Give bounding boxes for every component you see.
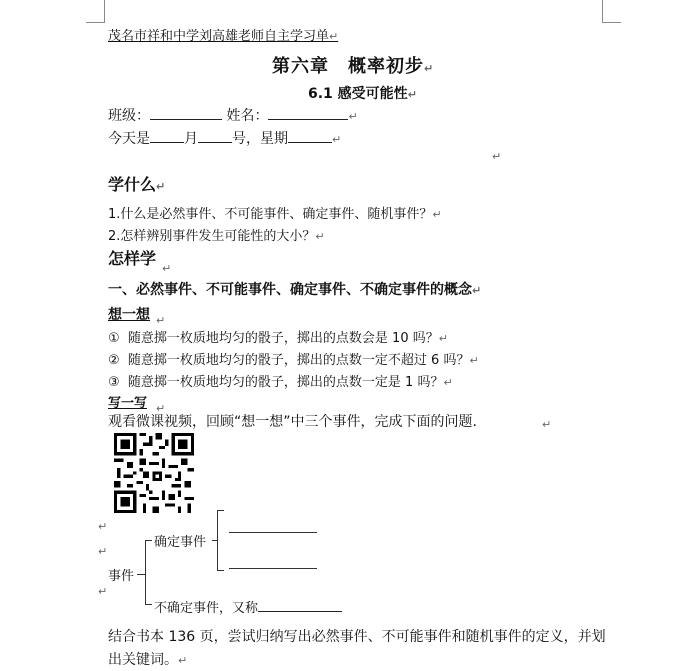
question-3: ③ 随意掷一枚质地均匀的骰子，掷出的点数一定是 1 吗？↵ [108, 375, 453, 390]
section1-title: 一、必然事件、不可能事件、确定事件、不确定事件的概念↵ [108, 282, 482, 298]
section1-title-text: 一、必然事件、不可能事件、确定事件、不确定事件的概念 [108, 282, 472, 298]
paragraph-mark: ↵ [156, 402, 166, 415]
qr-code-image[interactable] [113, 433, 195, 513]
closing-line-2: 出关键词。↵ [108, 652, 188, 668]
paragraph-mark: ↵ [492, 150, 502, 163]
crop-mark-top-left [86, 0, 105, 23]
closing-line-2-text: 出关键词。 [108, 652, 178, 668]
class-name-line: 班级： 姓名： ↵ [108, 108, 358, 124]
chapter-title: 第六章 概率初步↵ [272, 56, 435, 77]
certain-type-blank-2[interactable] [229, 568, 317, 569]
uncertain-alias-blank[interactable] [258, 611, 342, 612]
learn-what-heading: 学什么↵ [108, 175, 166, 194]
paragraph-mark: ↵ [156, 314, 166, 327]
crop-mark-top-right [602, 0, 621, 23]
diagram-uncertain-text: 不确定事件，又称 [154, 601, 259, 616]
question-2-text: 随意掷一枚质地均匀的骰子，掷出的点数一定不超过 6 吗？ [127, 353, 470, 368]
question-1-number: ① [108, 331, 120, 346]
diagram-certain-text: 确定事件 [154, 535, 207, 550]
class-label: 班级： [108, 108, 150, 124]
school-header-text: 茂名市祥和中学刘高雄老师自主学习单 [108, 29, 330, 44]
diagram-certain-top-tick [217, 510, 224, 511]
paragraph-mark: ↵ [98, 585, 108, 598]
diagram-root-label: 事件 [108, 569, 135, 584]
date-today-label: 今天是 [108, 131, 150, 147]
diagram-brace-top-tick [145, 540, 152, 541]
school-header: 茂名市祥和中学刘高雄老师自主学习单↵ [108, 29, 339, 44]
diagram-root-connector [137, 574, 145, 575]
closing-line-1 [108, 626, 606, 646]
paragraph-mark: ↵ [98, 520, 108, 533]
section-title: 6.1 感受可能性↵ [308, 86, 417, 102]
paragraph-mark: ↵ [542, 418, 552, 431]
write-instruction-text: 观看微课视频，回顾“想一想”中三个事件，完成下面的问题. [108, 414, 477, 430]
how-learn-heading [108, 246, 156, 269]
day-weekday-label: 号，星期 [232, 131, 288, 147]
think-heading [108, 304, 150, 324]
question-2: ② 随意掷一枚质地均匀的骰子，掷出的点数一定不超过 6 吗？↵ [108, 353, 479, 368]
learn-what-item-1: 1.什么是必然事件、不可能事件、确定事件、随机事件？↵ [108, 207, 442, 222]
diagram-certain-label [154, 531, 206, 550]
question-3-number: ③ [108, 375, 120, 390]
write-heading-text: 写一写 [108, 396, 148, 411]
paragraph-mark: ↵ [162, 262, 172, 275]
how-learn-heading-text: 怎样学 [108, 249, 157, 268]
name-blank[interactable] [268, 119, 348, 120]
section-title-text: 6.1 感受可能性 [308, 86, 408, 102]
learn-what-heading-text: 学什么 [108, 175, 157, 194]
diagram-certain-brace [217, 510, 218, 570]
learn-what-item-1-text: 1.什么是必然事件、不可能事件、确定事件、随机事件？ [108, 207, 433, 222]
question-1: ① 随意掷一枚质地均匀的骰子，掷出的点数会是 10 吗？↵ [108, 331, 448, 346]
write-heading [108, 392, 147, 411]
month-label: 月 [184, 131, 198, 147]
day-blank[interactable] [198, 142, 232, 143]
certain-type-blank-1[interactable] [229, 532, 317, 533]
question-1-text: 随意掷一枚质地均匀的骰子，掷出的点数会是 10 吗？ [127, 331, 439, 346]
diagram-brace-bottom-tick [145, 604, 152, 605]
class-blank[interactable] [150, 119, 222, 120]
question-3-text: 随意掷一枚质地均匀的骰子，掷出的点数一定是 1 吗？ [127, 375, 444, 390]
question-2-number: ② [108, 353, 120, 368]
think-heading-text: 想一想 [108, 307, 150, 323]
weekday-blank[interactable] [288, 142, 332, 143]
closing-line-1-text: 结合书本 136 页，尝试归纳写出必然事件、不可能事件和随机事件的定义，并划 [108, 629, 606, 645]
learn-what-item-2: 2.怎样辨别事件发生可能性的大小？↵ [108, 229, 325, 244]
diagram-uncertain-label [154, 597, 342, 616]
month-blank[interactable] [150, 142, 184, 143]
paragraph-mark: ↵ [98, 545, 108, 558]
diagram-certain-bottom-tick [217, 570, 224, 571]
name-label: 姓名： [226, 108, 269, 124]
chapter-title-text: 第六章 概率初步 [272, 56, 424, 77]
diagram-main-brace [145, 540, 146, 604]
learn-what-item-2-text: 2.怎样辨别事件发生可能性的大小？ [108, 229, 316, 244]
date-line: 今天是 月 号，星期 ↵ [108, 131, 342, 147]
write-instruction [108, 411, 477, 431]
